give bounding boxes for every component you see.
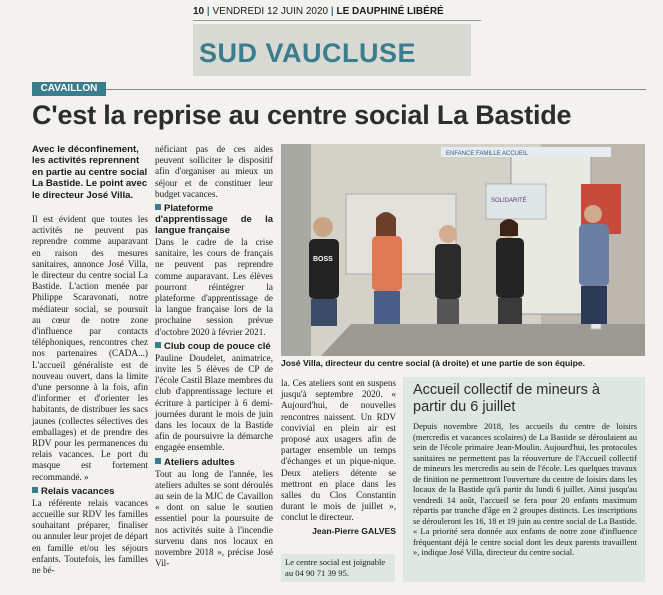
shirt-text: BOSS — [313, 256, 333, 263]
photo-illustration — [281, 144, 645, 356]
subhead-club-label: Club coup de pouce clé — [164, 340, 271, 352]
subhead-relais — [32, 486, 148, 497]
club-body: Pauline Doudelet, animatrice, invite les 5 élèves de CP de l'école Castil Blaze membres du club d'apprentissage lecture et écriture à participer à 6 demi-journées durant le mois de juin dans les locaux de la Bastide afin de poursuivre la démarche engagée ensemble. — [155, 352, 273, 453]
page-date: VENDREDI 12 JUIN 2020 — [212, 6, 329, 17]
photo-caption: José Villa, directeur du centre social (à droite) et une partie de son équipe. — [281, 358, 586, 368]
subhead-plateforme-label: Plateforme d'apprentissage de la langue française — [155, 203, 273, 237]
column-1 — [32, 214, 148, 576]
column-2 — [155, 144, 273, 570]
page-header — [193, 3, 481, 21]
bullet-square-icon — [155, 458, 161, 464]
relais-body: La référente relais vacances accueille sur RDV les familles souhaitant préparer, finaliser ou annuler leur projet de départ en famille et/ou les séjours enfants. Toutefois, les familles ne bé- — [32, 497, 148, 576]
separator: | — [330, 6, 334, 17]
author: Jean-Pierre GALVES — [312, 525, 396, 536]
section-title: SUD VAUCLUSE — [199, 38, 417, 68]
lead-text: Avec le déconfinement, les activités reprennent en partie au centre social La Bastide. Le point avec le directeur José Villa. — [32, 144, 148, 201]
section-banner — [193, 24, 471, 76]
sidebar-body: Depuis novembre 2018, les accueils du centre de loisirs (mercredis et vacances scolaires) de La Bastide se déroulaient au sein de l'école primaire Jean-Moulin. Aujourd'hui, les protocoles sanitaires ne permettent pas la réouverture de l'Accueil collectif de mineurs les mercredis au sein de l'école. Les quelques travaux de finition ne permettront l'ouverture du centre de loisirs dans les locaux de la Bastide qu'à partir du lundi 6 juillet. Ainsi jusqu'au vendredi 14 août, l'accueil se fera pour 20 enfants maximum répartis par tranche d'âge en 2 groupes distincts. Les inscriptions se dérouleront les 16, 18 et 19 juin au centre social de La Bastide. « La priorité sera donnée aux enfants de notre zone d'influence fréquentant déjà le centre social dont les deux parents travaillent », indique José Villa, directeur du centre social. — [413, 421, 637, 557]
bullet-square-icon — [155, 342, 161, 348]
subhead-club — [155, 341, 273, 352]
city-tag: CAVAILLON — [32, 82, 106, 96]
sidebar-title: Accueil collectif de mineurs à partir du 6 juillet — [413, 382, 600, 415]
poster-text: SOLIDARITÉ — [491, 198, 527, 204]
photo-sign: ENFANCE FAMILLE ACCUEIL — [446, 151, 529, 157]
subhead-plateforme — [155, 203, 273, 236]
subhead-ateliers-label: Ateliers adultes — [164, 456, 235, 468]
paper-name: LE DAUPHINÉ LIBÉRÉ — [336, 6, 444, 17]
bullet-square-icon — [155, 204, 161, 210]
col1-body: Il est évident que toutes les activités ne peuvent pas reprendre comme auparavant en raison des mesures sanitaires, annonce José Villa, le directeur du centre social La Bastide. L'action menée par Philippe Scaravonati, notre médiateur social, se poursuit au cœur de notre zone d'influence par contacts téléphoniques, rencontres chez nos partenaires (CADA...) L'accueil généraliste est de nouveau ouvert, dans la limite d'une personne à la fois, afin d'informer et d'orienter les habitants, de distribuer les sacs jaunes (collectes sélectives des emballages) et de prendre des RDV pour les permanences du relais vacances. Le port du masque est fortement recommandé. » — [32, 214, 148, 482]
sidebar-box — [403, 377, 645, 582]
team-photo — [281, 144, 645, 356]
headline: C'est la reprise au centre social La Bastide — [32, 100, 572, 130]
subhead-ateliers — [155, 457, 273, 468]
column-3 — [281, 378, 396, 537]
bullet-square-icon — [32, 487, 38, 493]
contact-box — [281, 554, 395, 582]
col3-body: la. Ces ateliers sont en suspens jusqu'à septembre 2020. « Aujourd'hui, de nouvelles rencontres naissent. Un RDV convivial en plein air est proposé aux usagers afin de partager ensemble un temps d'échanges et un pique-nique. Deux ateliers détente se mettront en place dans les salles du Clos Constantin durant le mois de juillet », conclut le directeur. — [281, 378, 396, 523]
page-number: 10 — [193, 6, 205, 17]
tag-rule — [106, 89, 646, 90]
subhead-relais-label: Relais vacances — [41, 485, 115, 497]
ateliers-body: Tout au long de l'année, les ateliers adultes se sont déroulés au sein de la MJC de Cavaillon « dont on salue le soutien essentiel pour la poursuite de nos activités suite à l'incendie survenu dans nos locaux en novembre 2018 », précise José Vil- — [155, 468, 273, 569]
separator: | — [206, 6, 210, 17]
contact-text: Le centre social est joignable au 04 90 71 39 95. — [285, 557, 386, 578]
plateforme-body: Dans le cadre de la crise sanitaire, les cours de français ne peuvent pas reprendre comme auparavant. Les élèves pourront réintégrer la plateforme d'apprentissage de la langue française lors de la prochaine session prévue d'octobre 2020 à février 2021. — [155, 237, 273, 337]
col2-cont: néficiant pas de ces aides peuvent solliciter le dispositif afin d'organiser au mieux un séjour et de constituer leur budget vacances. — [155, 144, 273, 199]
